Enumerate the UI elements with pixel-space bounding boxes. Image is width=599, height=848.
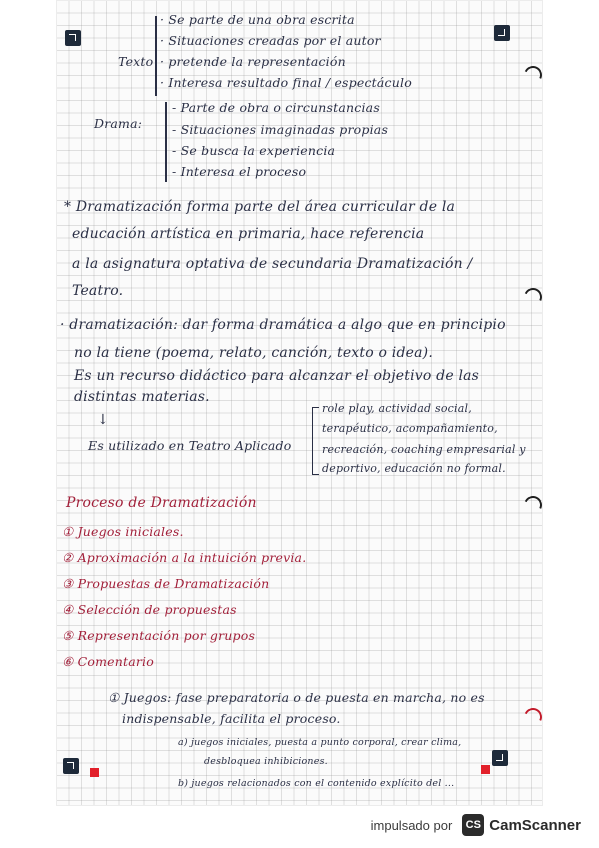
camscanner-name: CamScanner xyxy=(489,816,581,834)
definition-line: educación artística en primaria, hace referencia xyxy=(72,226,425,242)
dramatizacion-line: · dramatización: dar forma dramática a algo que en principio xyxy=(60,317,506,333)
process-step: ③ Propuestas de Dramatización xyxy=(62,576,270,591)
applied-item: role play, actividad social, xyxy=(322,402,472,415)
process-step: ① Juegos iniciales. xyxy=(62,524,184,539)
juegos-line: indispensable, facilita el proceso. xyxy=(122,711,341,726)
definition-line: * Dramatización forma parte del área curricular de la xyxy=(64,199,456,215)
drama-item: - Interesa el proceso xyxy=(172,164,307,179)
camscanner-brand xyxy=(462,814,581,836)
texto-label: Texto xyxy=(118,54,154,69)
drama-bracket xyxy=(165,102,167,182)
drama-item: - Se busca la experiencia xyxy=(172,143,336,158)
red-marker-bottom-left xyxy=(90,768,99,777)
dramatizacion-line: Es un recurso didáctico para alcanzar el objetivo de las xyxy=(74,368,480,384)
process-step: ② Aproximación a la intuición previa. xyxy=(62,550,307,565)
texto-item: · Interesa resultado final / espectáculo xyxy=(160,75,412,90)
camscanner-logo-icon: CS xyxy=(462,814,484,836)
definition-line: a la asignatura optativa de secundaria Dramatización / xyxy=(72,256,473,272)
juegos-sub-b: b) juegos relacionados con el contenido explícito del ... xyxy=(178,778,455,789)
powered-by-text: impulsado por xyxy=(370,817,453,833)
juegos-sub-a: a) juegos iniciales, puesta a punto corporal, crear clima, xyxy=(178,737,462,748)
drama-item: - Parte de obra o circunstancias xyxy=(172,100,380,115)
drama-item: - Situaciones imaginadas propias xyxy=(172,122,389,137)
down-arrow-icon: ↓ xyxy=(97,412,109,428)
definition-line: Teatro. xyxy=(72,283,124,299)
texto-item: · Situaciones creadas por el autor xyxy=(160,33,381,48)
dramatizacion-line: no la tiene (poema, relato, canción, texto o idea). xyxy=(74,345,433,361)
applied-item: terapéutico, acompañamiento, xyxy=(322,422,498,435)
drama-label: Drama: xyxy=(94,116,143,131)
process-step: ④ Selección de propuestas xyxy=(62,602,237,617)
corner-marker-top-left xyxy=(65,30,81,46)
texto-bracket xyxy=(155,16,157,96)
applied-item: recreación, coaching empresarial y xyxy=(322,443,526,456)
process-title: Proceso de Dramatización xyxy=(66,495,257,511)
teatro-aplicado-label: Es utilizado en Teatro Aplicado xyxy=(88,438,292,453)
dramatizacion-line: distintas materias. xyxy=(74,389,210,405)
corner-marker-top-right xyxy=(494,25,510,41)
texto-item: · Se parte de una obra escrita xyxy=(160,12,355,27)
juegos-line: ① Juegos: fase preparatoria o de puesta en marcha, no es xyxy=(108,690,485,705)
applied-item: deportivo, educación no formal. xyxy=(322,462,506,475)
process-step: ⑤ Representación por grupos xyxy=(62,628,256,643)
process-step: ⑥ Comentario xyxy=(62,654,154,669)
juegos-sub-a: desbloquea inhibiciones. xyxy=(204,756,328,767)
camscanner-footer xyxy=(371,812,581,838)
texto-item: · pretende la representación xyxy=(160,54,346,69)
corner-marker-bottom-right xyxy=(492,750,508,766)
applied-brace xyxy=(312,407,319,475)
red-marker-bottom-right xyxy=(481,765,490,774)
corner-marker-bottom-left xyxy=(63,758,79,774)
